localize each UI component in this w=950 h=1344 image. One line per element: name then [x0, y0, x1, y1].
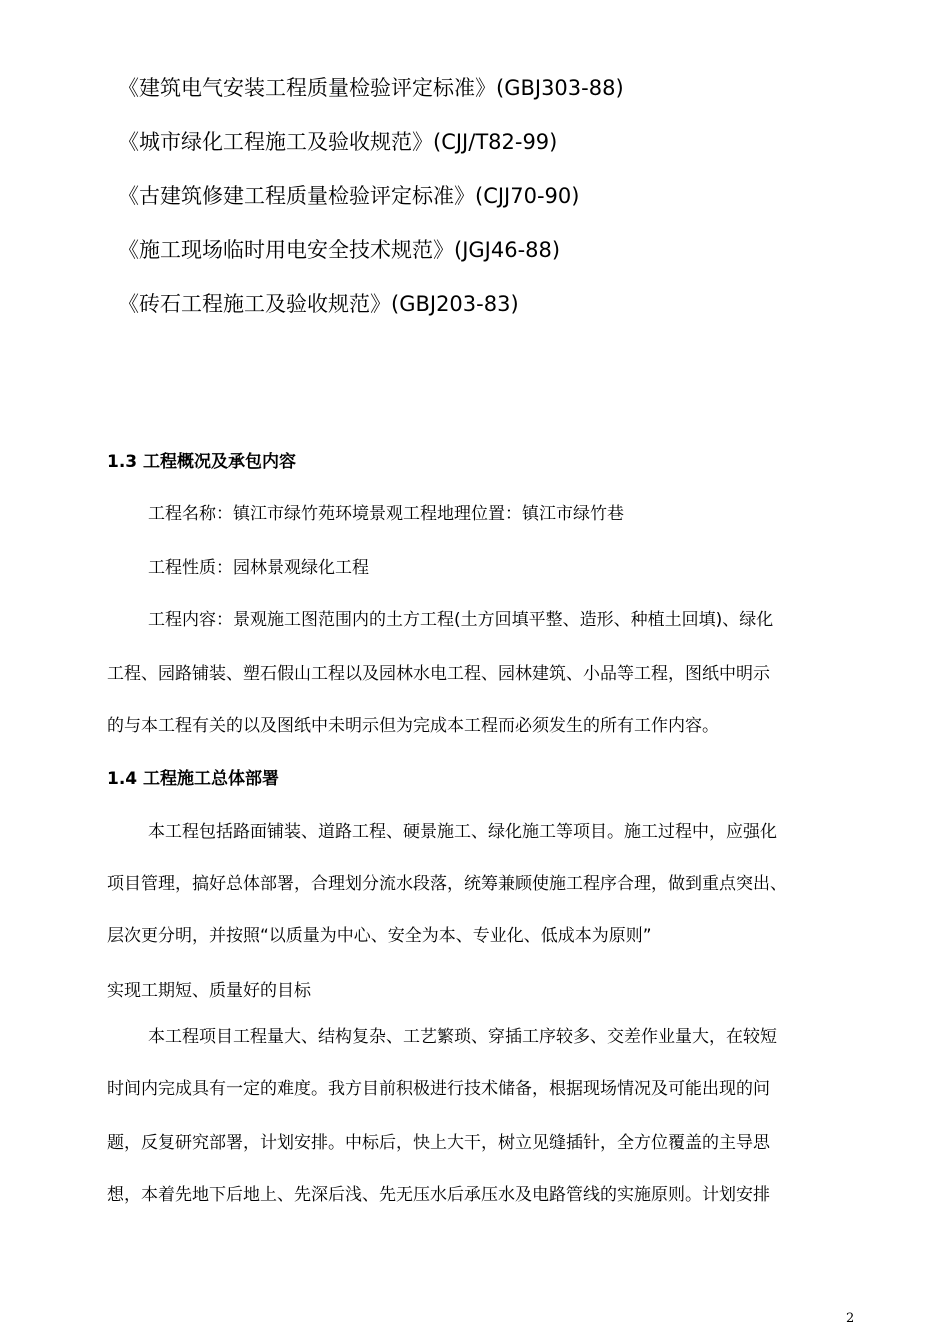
- project-nature-line: 工程性质：园林景观绿化工程: [148, 558, 369, 578]
- difficulty-paragraph-line: 想，本着先地下后地上、先深后浅、先无压水后承压水及电路管线的实施原则。计划安排: [107, 1185, 770, 1205]
- standard-item: 《古建筑修建工程质量检验评定标准》(CJJ70-90): [118, 184, 580, 208]
- project-name-line: 工程名称：镇江市绿竹苑环境景观工程地理位置：镇江市绿竹巷: [148, 504, 624, 524]
- standard-item: 《建筑电气安装工程质量检验评定标准》(GBJ303-88): [118, 76, 624, 100]
- standard-item: 《城市绿化工程施工及验收规范》(CJJ/T82-99): [118, 130, 558, 154]
- deployment-paragraph-tail: 实现工期短、质量好的目标: [107, 981, 311, 1001]
- difficulty-paragraph-line: 题，反复研究部署，计划安排。中标后，快上大干，树立见缝插针，全方位覆盖的主导思: [107, 1133, 770, 1153]
- project-content-line: 工程内容：景观施工图范围内的土方工程(土方回填平整、造形、种植土回填)、绿化: [148, 610, 774, 630]
- difficulty-paragraph-line: 本工程项目工程量大、结构复杂、工艺繁琐、穿插工序较多、交差作业量大，在较短: [148, 1027, 777, 1047]
- project-content-line: 工程、园路铺装、塑石假山工程以及园林水电工程、园林建筑、小品等工程，图纸中明示: [107, 664, 770, 684]
- standard-item: 《施工现场临时用电安全技术规范》(JGJ46-88): [118, 238, 561, 262]
- deployment-paragraph-line: 项目管理，搞好总体部署，合理划分流水段落，统筹兼顾使施工程序合理，做到重点突出、: [107, 874, 787, 894]
- project-content-line: 的与本工程有关的以及图纸中未明示但为完成本工程而必须发生的所有工作内容。: [107, 716, 719, 736]
- section-heading-1-3: 1.3 工程概况及承包内容: [107, 452, 297, 472]
- standard-item: 《砖石工程施工及验收规范》(GBJ203-83): [118, 292, 519, 316]
- deployment-paragraph-line: 本工程包括路面铺装、道路工程、硬景施工、绿化施工等项目。施工过程中，应强化: [148, 822, 777, 842]
- difficulty-paragraph-line: 时间内完成具有一定的难度。我方目前积极进行技术储备，根据现场情况及可能出现的问: [107, 1079, 770, 1099]
- section-heading-1-4: 1.4 工程施工总体部署: [107, 769, 280, 789]
- page-number: 2: [846, 1311, 855, 1326]
- deployment-paragraph-line: 层次更分明，并按照“以质量为中心、安全为本、专业化、低成本为原则”: [107, 926, 652, 946]
